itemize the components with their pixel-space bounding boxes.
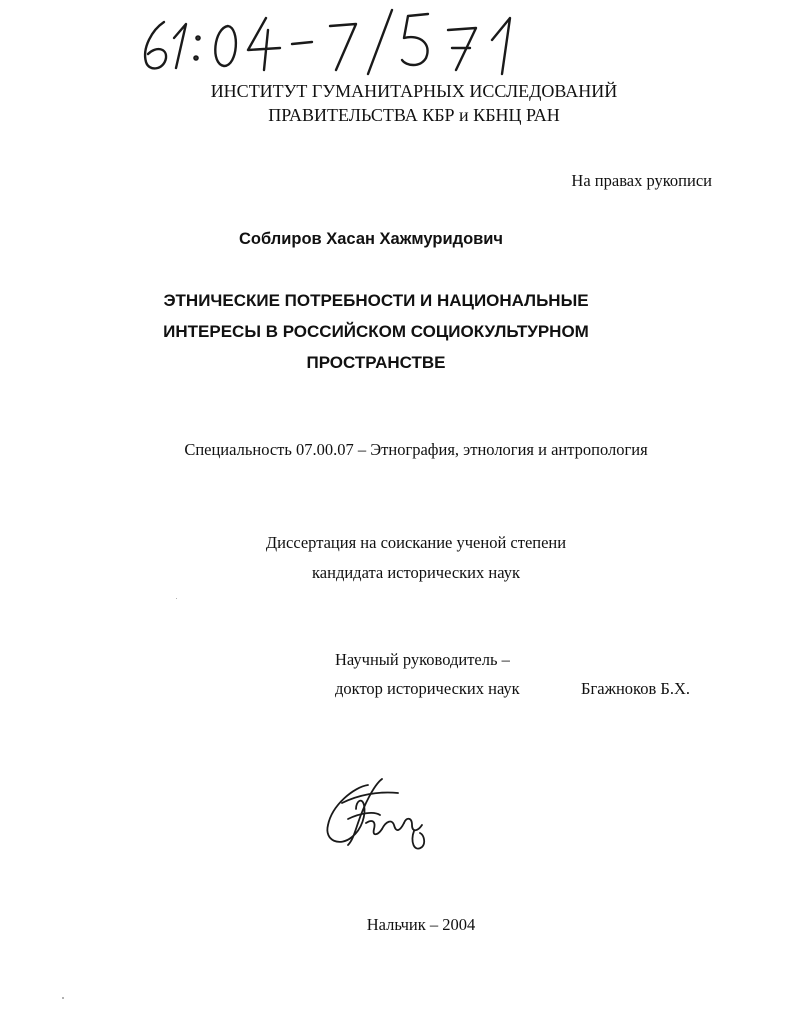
advisor-name: Бгажноков Б.Х. [581, 679, 691, 698]
dissertation-degree [20, 528, 792, 588]
institute-line-1: ИНСТИТУТ ГУМАНИТАРНЫХ ИССЛЕДОВАНИЙ [210, 81, 618, 101]
author-name: Соблиров Хасан Хажмуридович [238, 230, 504, 248]
handwritten-archive-number [130, 4, 550, 76]
title-line-2: ИНТЕРЕСЫ В РОССИЙСКОМ СОЦИОКУЛЬТУРНОМ [163, 322, 589, 341]
rights-note: На правах рукописи [571, 171, 712, 190]
degree-line-2: кандидата исторических наук [312, 563, 520, 582]
advisor-role-line-2: доктор исторических наук [335, 679, 520, 698]
scan-speck [176, 598, 177, 599]
title-line-1: ЭТНИЧЕСКИЕ ПОТРЕБНОСТИ И НАЦИОНАЛЬНЫЕ [163, 291, 589, 310]
institute-name [18, 79, 792, 127]
specialty: Специальность 07.00.07 – Этнография, этнология и антропология [184, 440, 648, 459]
title-line-3: ПРОСТРАНСТВЕ [306, 353, 446, 372]
institute-line-2: ПРАВИТЕЛЬСТВА КБР и КБНЦ РАН [268, 105, 560, 125]
signature-icon [318, 775, 438, 857]
advisor-role-line-1: Научный руководитель – [335, 650, 510, 669]
dissertation-title [0, 285, 772, 378]
scan-speck [62, 997, 64, 999]
degree-line-1: Диссертация на соискание ученой степени [265, 533, 567, 552]
city-year: Нальчик – 2004 [366, 915, 476, 934]
